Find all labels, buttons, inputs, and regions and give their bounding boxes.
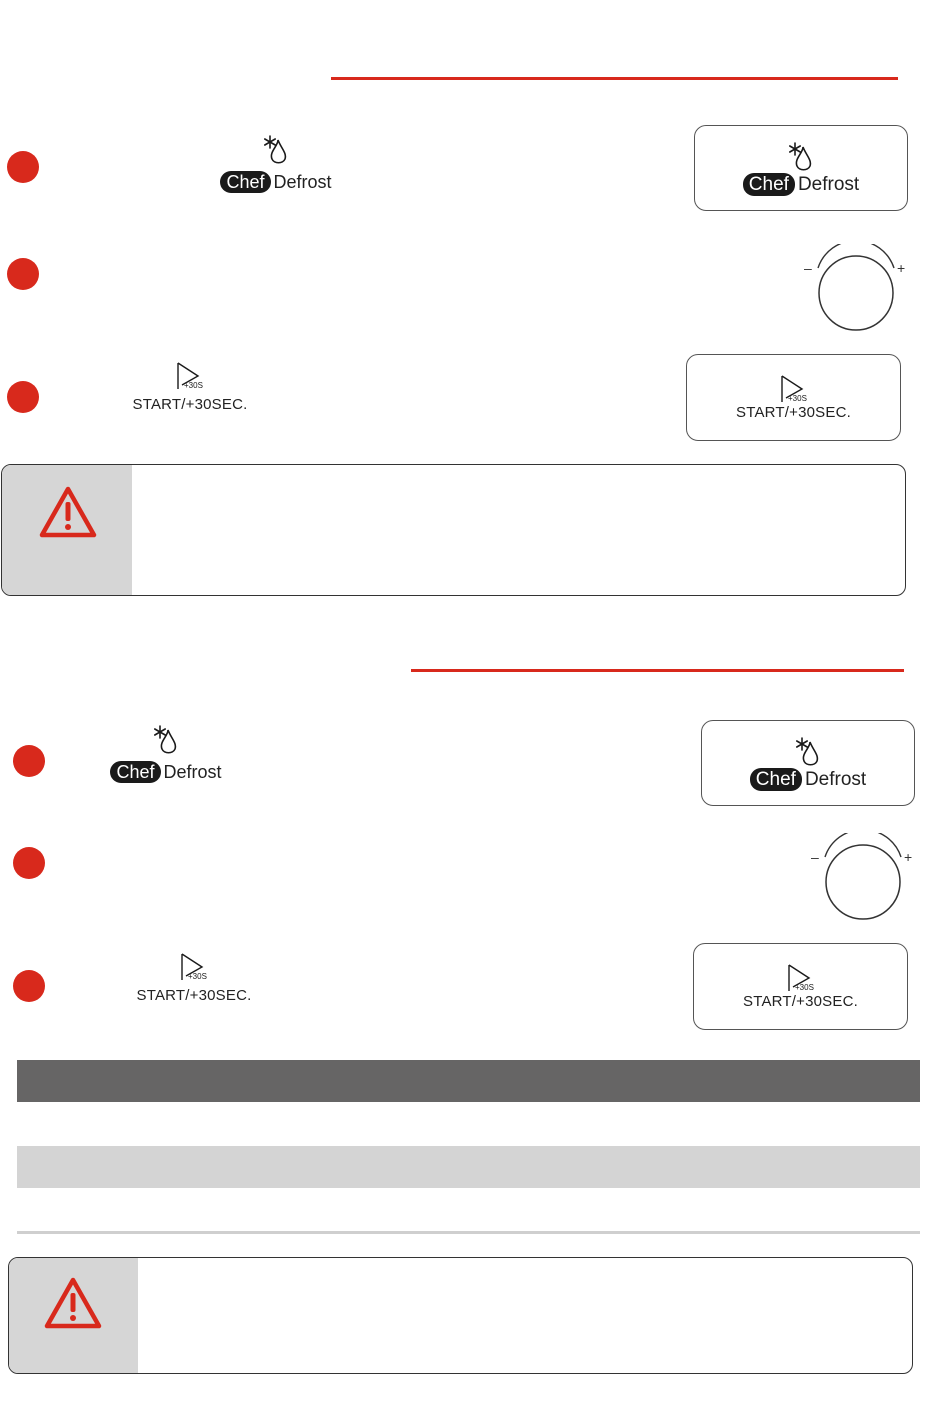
table-bottom-rule — [17, 1231, 920, 1234]
warning-box-1 — [1, 464, 906, 596]
chef-defrost-button-illustration — [694, 125, 908, 211]
step-3-marker — [7, 381, 39, 413]
table-row — [17, 1146, 920, 1188]
step-2-marker — [13, 847, 45, 879]
step-3-start-key — [120, 361, 260, 414]
start-triangle-icon — [172, 361, 208, 391]
plus-30s-badge: +30S — [188, 972, 207, 981]
plus-30s-badge: +30S — [794, 982, 814, 992]
step-1-marker — [13, 745, 45, 777]
step-2-marker — [7, 258, 39, 290]
defrost-drop-icon — [791, 736, 825, 768]
chef-badge: Chef — [743, 173, 795, 196]
step-1-marker — [7, 151, 39, 183]
dial-plus-label: + — [897, 260, 906, 276]
step-1-chef-defrost-key — [100, 724, 232, 783]
warning-triangle-icon — [43, 1276, 103, 1332]
defrost-label: Defrost — [273, 172, 332, 192]
table-header-row — [17, 1060, 920, 1102]
dial-minus-label: – — [811, 849, 819, 865]
rotary-dial-illustration — [807, 833, 919, 925]
section-1-header-rule — [331, 77, 898, 80]
step-3-start-key — [124, 952, 264, 1005]
start-triangle-icon — [783, 963, 819, 993]
chef-badge: Chef — [220, 171, 270, 193]
start-button-illustration — [686, 354, 901, 441]
chef-badge: Chef — [110, 761, 160, 783]
chef-badge: Chef — [750, 768, 802, 791]
warning-box-2 — [8, 1257, 913, 1374]
section-2-header-rule — [411, 669, 904, 672]
defrost-drop-icon — [259, 134, 293, 166]
plus-30s-badge: +30S — [184, 381, 203, 390]
defrost-drop-icon — [784, 141, 818, 173]
start-label: START/+30SEC. — [735, 403, 851, 421]
start-label: START/+30SEC. — [136, 987, 252, 1004]
defrost-drop-icon — [149, 724, 183, 756]
start-label: START/+30SEC. — [132, 396, 248, 413]
defrost-label: Defrost — [163, 762, 222, 782]
dial-minus-label: – — [804, 260, 812, 276]
plus-30s-badge: +30S — [787, 393, 807, 403]
start-label: START/+30SEC. — [742, 992, 858, 1010]
step-3-marker — [13, 970, 45, 1002]
start-triangle-icon — [776, 374, 812, 404]
defrost-label: Defrost — [804, 768, 867, 790]
chef-defrost-button-illustration — [701, 720, 915, 806]
start-button-illustration — [693, 943, 908, 1030]
warning-triangle-icon — [38, 485, 98, 541]
start-triangle-icon — [176, 952, 212, 982]
dial-plus-label: + — [904, 849, 913, 865]
defrost-label: Defrost — [797, 173, 860, 195]
rotary-dial-illustration — [800, 244, 912, 336]
step-1-chef-defrost-key — [210, 134, 342, 193]
